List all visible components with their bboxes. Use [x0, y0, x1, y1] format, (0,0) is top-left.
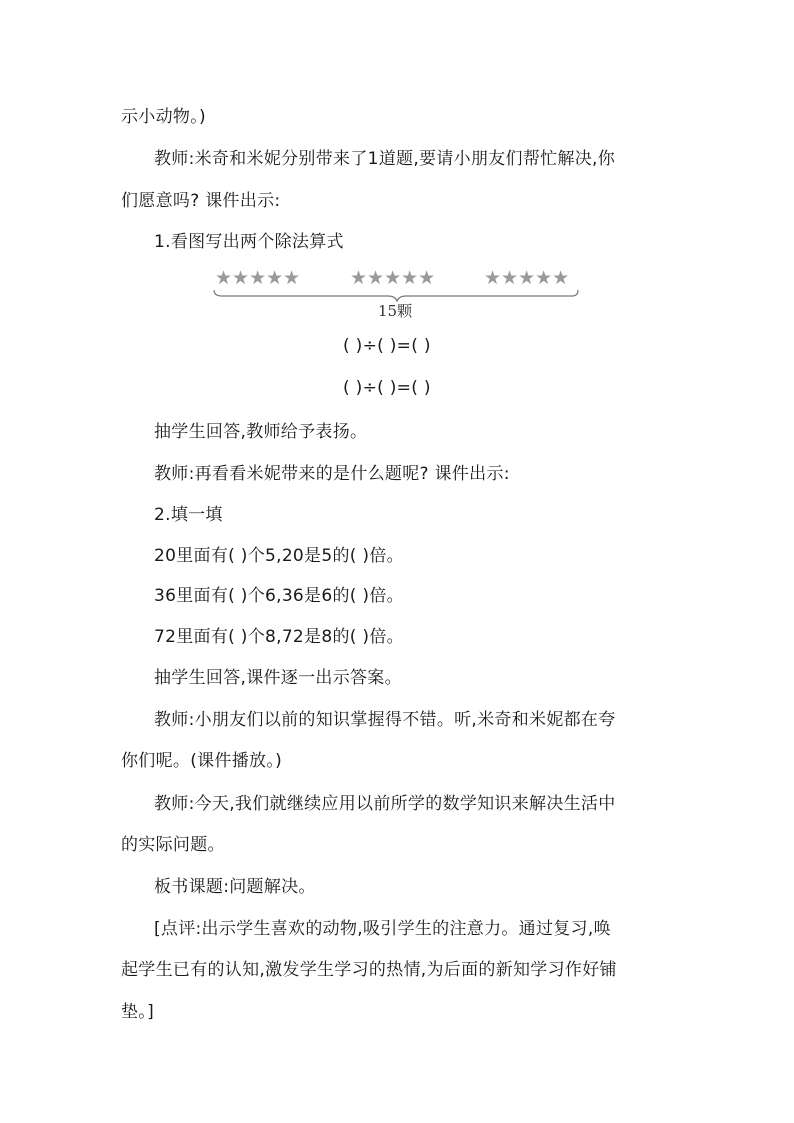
total-label: 15颗: [378, 302, 413, 320]
comment-line: 垫。]: [121, 1002, 155, 1022]
stars-figure: [212, 266, 582, 326]
text-line: 教师:今天,我们就继续应用以前所学的数学知识来解决生活中: [154, 794, 616, 814]
stars-group-3: ★★★★★: [484, 267, 570, 289]
fill-blank-item: 72里面有( )个8,72是8的( )倍。: [154, 627, 404, 647]
text-line: 抽学生回答,教师给予表扬。: [154, 422, 368, 442]
exercise-1-title: 1.看图写出两个除法算式: [154, 232, 344, 252]
text-line: 教师:小朋友们以前的知识掌握得不错。听,米奇和米妮都在夸: [154, 710, 616, 730]
equation-blank: ( )÷( )=( ): [343, 336, 431, 356]
stars-group-2: ★★★★★: [350, 267, 436, 289]
fill-blank-item: 36里面有( )个6,36是6的( )倍。: [154, 586, 404, 606]
text-line: 的实际问题。: [121, 835, 225, 855]
text-line: 教师:再看看米妮带来的是什么题呢? 课件出示:: [154, 464, 510, 484]
text-line: 抽学生回答,课件逐一出示答案。: [154, 668, 402, 688]
text-line: 你们呢。(课件播放。): [121, 751, 283, 771]
comment-line: 起学生已有的认知,激发学生学习的热情,为后面的新知学习作好铺: [121, 960, 617, 980]
text-line: 板书课题:问题解决。: [154, 877, 316, 897]
fill-blank-item: 20里面有( )个5,20是5的( )倍。: [154, 546, 404, 566]
comment-line: [点评:出示学生喜欢的动物,吸引学生的注意力。通过复习,唤: [154, 919, 611, 939]
text-line: 们愿意吗? 课件出示:: [121, 191, 281, 211]
stars-group-1: ★★★★★: [215, 267, 301, 289]
text-line: 示小动物。): [121, 107, 206, 127]
equation-blank: ( )÷( )=( ): [343, 378, 431, 398]
exercise-2-title: 2.填一填: [154, 505, 223, 525]
text-line: 教师:米奇和米妮分别带来了1道题,要请小朋友们帮忙解决,你: [154, 149, 616, 169]
